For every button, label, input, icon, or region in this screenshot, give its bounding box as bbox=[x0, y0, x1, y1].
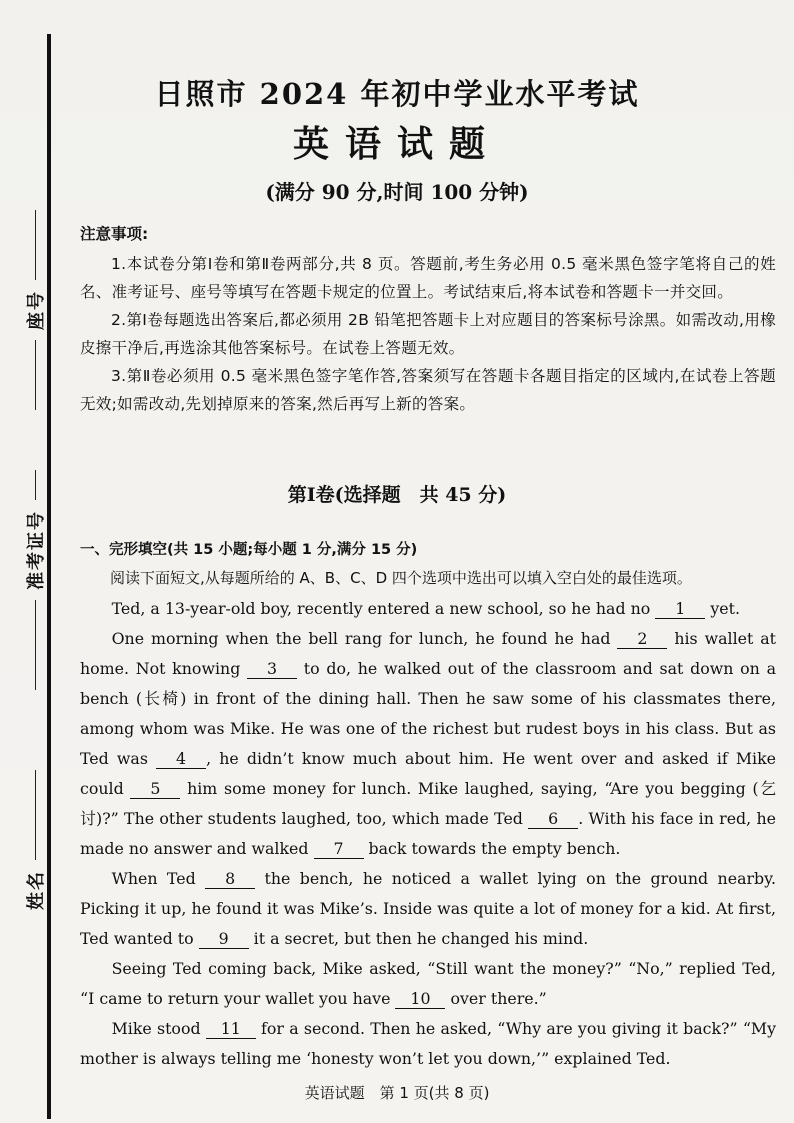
notice-item: 2.第Ⅰ卷每题选出答案后,都必须用 2B 铅笔把答题卡上对应题目的答案标号涂黑。如需改动,用橡皮擦干净后,再选涂其他答案标号。在试卷上答题无效。 bbox=[80, 311, 776, 357]
name-label: 姓名 bbox=[26, 870, 47, 910]
exam-id-field bbox=[0, 480, 70, 680]
seat-line bbox=[35, 340, 36, 410]
passage-paragraph: Seeing Ted coming back, Mike asked, “Still want the money?” “No,” replied Ted, “I came to return your wallet you have 10 over there.” bbox=[80, 959, 776, 1008]
blank-1: 1 bbox=[655, 600, 705, 619]
cloze-passage bbox=[80, 594, 776, 1074]
part-title: 一、完形填空(共 15 小题;每小题 1 分,满分 15 分) bbox=[80, 542, 418, 558]
blank-2: 2 bbox=[617, 630, 667, 649]
passage-paragraph: When Ted 8 the bench, he noticed a wallet lying on the ground nearby. Picking it up, he found it was Mike’s. Inside was quite a lot of money for a kid. At first, Ted wanted to 9 it a secret, but then he changed his mind. bbox=[80, 869, 777, 948]
notice-list bbox=[80, 250, 776, 418]
notice-title: 注意事项: bbox=[80, 225, 149, 243]
seat-label: 座号 bbox=[26, 290, 47, 330]
blank-10: 10 bbox=[395, 990, 445, 1009]
name-line bbox=[35, 770, 36, 860]
exam-id-line bbox=[35, 600, 36, 690]
page-footer: 英语试题 第 1 页(共 8 页) bbox=[304, 1084, 490, 1102]
notice-item: 3.第Ⅱ卷必须用 0.5 毫米黑色签字笔作答,答案须写在答题卡各题目指定的区域内,在试卷上答题无效;如需改动,先划掉原来的答案,然后再写上新的答案。 bbox=[80, 367, 776, 413]
exam-title: 英语试题 bbox=[292, 124, 501, 165]
name-field bbox=[0, 760, 70, 920]
exam-id-label: 准考证号 bbox=[26, 510, 47, 590]
blank-5: 5 bbox=[130, 780, 180, 799]
blank-9: 9 bbox=[199, 930, 249, 949]
exam-heading: 日照市 2024 年初中学业水平考试 bbox=[154, 77, 640, 111]
notice-item: 1.本试卷分第Ⅰ卷和第Ⅱ卷两部分,共 8 页。答题前,考生务必用 0.5 毫米黑色签字笔将自己的姓名、准考证号、座号等填写在答题卡规定的位置上。考试结束后,将本试卷和答题卡一并交回。 bbox=[80, 255, 776, 301]
section-title: 第Ⅰ卷(选择题 共 45 分) bbox=[287, 484, 507, 506]
passage-paragraph: One morning when the bell rang for lunch, he found he had 2 his wallet at home. Not knowing 3 to do, he walked out of the classroom and sat down on a bench (长椅) in front of the dining hall. Then he saw some of his classmates there, among whom was Mike. He was one of the richest but rudest boys in his class. But as Ted was 4 , he didn’t know much about him. He went over and asked if Mike could 5 him some money for lunch. Mike laughed, saying, “Are you begging (乞讨)?” The other students laughed, too, which made Ted 6 . With his face in red, he made no answer and walked 7 back towards the empty bench. bbox=[80, 629, 777, 858]
exam-subtitle: (满分 90 分,时间 100 分钟) bbox=[265, 180, 529, 204]
part-instruction: 阅读下面短文,从每题所给的 A、B、C、D 四个选项中选出可以填入空白处的最佳选项。 bbox=[110, 569, 692, 587]
blank-4: 4 bbox=[156, 750, 206, 769]
blank-8: 8 bbox=[205, 870, 255, 889]
blank-11: 11 bbox=[206, 1020, 256, 1039]
seat-field bbox=[0, 230, 70, 390]
blank-6: 6 bbox=[528, 810, 578, 829]
seat-line bbox=[35, 210, 36, 280]
passage-paragraph: Mike stood 11 for a second. Then he asked, “Why are you giving it back?” “My mother is always telling me ‘honesty won’t let you down,’” explained Ted. bbox=[80, 1019, 776, 1068]
passage-paragraph: Ted, a 13-year-old boy, recently entered a new school, so he had no 1 yet. bbox=[111, 599, 740, 618]
blank-7: 7 bbox=[314, 840, 364, 859]
binding-margin bbox=[0, 0, 70, 1123]
blank-3: 3 bbox=[247, 660, 297, 679]
